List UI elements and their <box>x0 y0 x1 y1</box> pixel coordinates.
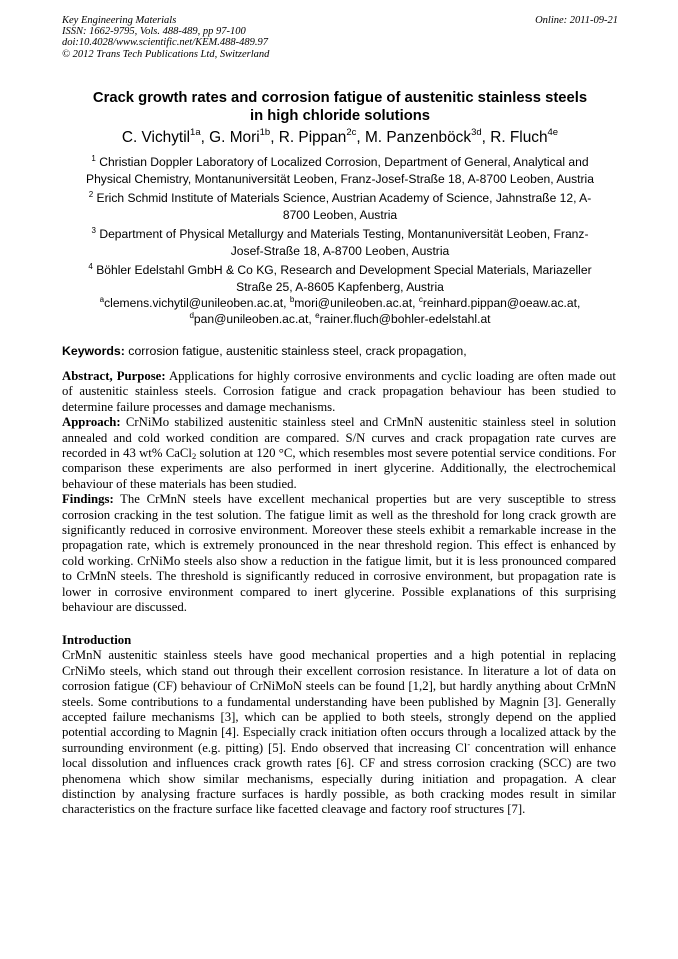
introduction-paragraph <box>62 648 616 817</box>
abstract-purpose <box>62 369 616 415</box>
publication-header <box>62 15 618 60</box>
affiliation-3 <box>62 226 618 259</box>
purpose-text: Applications for highly corrosive environments and cyclic loading are often made out of austenitic stainless steels. Corrosion fatigue and crack propagation behaviour has been studied to determine failure processes and damage mechanisms. <box>62 369 616 414</box>
abstract-findings <box>62 492 616 615</box>
affiliation-number: 1 <box>91 154 96 163</box>
affiliation-4 <box>62 262 618 295</box>
introduction-text: CrMnN austenitic stainless steels have good mechanical properties and a high potential in replacing CrNiMo steels, which stand out through their excellent corrosion resistance. In literature a lot of data on corrosion fatigue (CF) behaviour of CrNiMoN steels can be found [1,2], but hardly anything about CrMnN steels. Some contributions to a fundamental understanding have been published by Magnin [3]. Generally accepted failure mechanisms [3], which can be applied to both steels, strongly depend on the applied potential according to Magnin [4]. Especially crack initiation often occurs through a localized attack by the surrounding environment (e.g. pitting) [5]. Endo observed that increasing Cl <box>62 648 616 755</box>
affiliation-number: 3 <box>91 226 96 235</box>
author-name: R. Pippan <box>278 129 347 146</box>
author-name: M. Panzenböck <box>364 129 472 146</box>
author-affiliation-mark: 4e <box>547 127 559 138</box>
author-affiliation-mark: 3d <box>471 127 482 138</box>
keywords-line <box>62 343 618 359</box>
title-line-2: in high chloride solutions <box>249 108 431 124</box>
affiliation-text: Straße 25, A-8605 Kapfenberg, Austria <box>236 279 444 294</box>
findings-text: The CrMnN steels have excellent mechanical properties but are very susceptible to stress corrosion cracking in the test solution. The fatigue limit as well as the threshold for long crack growth are significantly reduced in corrosive environment. Moreover these steels exhibit a remarkable increase in the propagation rate, which is extremely pronounced in the near threshold region. This effect is enhanced by cold working. CrNiMo steels also show a reduction in the fatigue limit, but it is less pronounced compared to CrMnN steels. The threshold is significantly reduced in corrosive environment, but propagation rate is lower in corrosive environment compared to inert glycerine. Possible explanations of this surprising behaviour are discussed. <box>62 492 616 615</box>
introduction-text: concentration will enhance local dissolution and influences crack growth rates [6]. CF and stress corrosion cracking (SCC) are two phenomena which show similar mechanisms, especially during initiation and propagation. A clear distinction by analysing fracture surfaces is hardly possible, as both cracking modes result in similar characteristics on the fracture surface like facetted cleavage and factory roof structures [7]. <box>62 740 617 817</box>
abstract-approach <box>62 415 616 492</box>
introduction-section <box>62 633 616 818</box>
author-affiliation-mark: 1b <box>259 127 271 138</box>
author-affiliation-mark: 1a <box>190 127 201 138</box>
author-affiliation-mark: 2c <box>346 127 357 138</box>
issn-line: ISSN: 1662-9795, Vols. 488-489, pp 97-100 <box>62 26 246 38</box>
journal-name: Key Engineering Materials <box>62 15 177 26</box>
keywords-text: corrosion fatigue, austenitic stainless steel, crack propagation, <box>128 344 467 358</box>
keywords-label: Keywords: <box>62 344 125 358</box>
introduction-heading: Introduction <box>62 633 132 647</box>
affiliation-text: Böhler Edelstahl GmbH & Co KG, Research and Development Special Materials, Mariazeller <box>96 263 592 277</box>
affiliation-text: Department of Physical Metallurgy and Materials Testing, Montanuniversität Leoben, Franz- <box>99 227 589 241</box>
affiliation-number: 4 <box>88 262 93 271</box>
affiliation-1 <box>62 154 618 187</box>
approach-text: CrNiMo stabilized austenitic stainless steel and CrMnN austenitic stainless steel in solution annealed and cold worked condition are compared. S/N curves and crack propagation rate curves are recorded in 43 wt% CaCl <box>62 415 617 461</box>
findings-label: Findings: <box>62 492 114 507</box>
affiliation-text: Josef-Straße 18, A-8700 Leoben, Austria <box>230 243 450 258</box>
doi-line: doi:10.4028/www.scientific.net/KEM.488-489.97 <box>62 37 268 49</box>
online-date: Online: 2011-09-21 <box>535 15 618 26</box>
affiliation-2 <box>62 190 618 223</box>
email-link[interactable]: rainer.fluch@bohler-edelstahl.at <box>319 312 491 326</box>
email-link[interactable]: pan@unileoben.ac.at, <box>193 312 312 326</box>
affiliation-text: Physical Chemistry, Montanuniversität Leoben, Franz-Josef-Straße 18, A-8700 Leoben, Austria <box>86 171 594 186</box>
superscript: - <box>467 738 471 749</box>
copyright-line: © 2012 Trans Tech Publications Ltd, Switzerland <box>62 48 270 60</box>
email-link[interactable]: mori@unileoben.ac.at, <box>294 296 416 310</box>
affiliation-text: 8700 Leoben, Austria <box>282 207 398 222</box>
author-emails: $^a$clemens.vichytil@unileoben.ac.at, $^b$mori@unileoben.ac.at, $^c$reinhard.pippan@oeaw.ac.at, $^d$pan@unileoben.ac.at, $^e$rainer.fluch@bohler-edelstahl.at <box>99 295 581 326</box>
approach-text: solution at 120 °C, which resembles most severe potential service conditions. For comparison these experiments are also performed in inert glycerine. Additionally, the electrochemical behaviour of these materials has been studied. <box>62 446 617 491</box>
author-name: G. Mori <box>209 129 260 146</box>
affiliation-number: 2 <box>88 190 94 199</box>
author-name: C. Vichytil <box>121 129 191 146</box>
author-list: C. Vichytil$^{1a}$, G. Mori$^{1b}$, R. Pippan$^{2c}$, M. Panzenböck$^{3d}$, R. Fluch$^{4e}$ <box>121 127 559 146</box>
affiliation-text: Christian Doppler Laboratory of Localized Corrosion, Department of General, Analytical and <box>99 155 589 169</box>
author-name: R. Fluch <box>490 129 548 146</box>
affiliation-text: Erich Schmid Institute of Materials Science, Austrian Academy of Science, Jahnstraße 12, A- <box>96 191 592 205</box>
subscript: 2 <box>191 451 197 462</box>
approach-label: Approach: <box>62 415 121 430</box>
email-link[interactable]: clemens.vichytil@unileoben.ac.at, <box>104 296 287 310</box>
abstract-section <box>62 369 616 616</box>
paper-title <box>62 89 618 125</box>
purpose-label: Abstract, Purpose: <box>62 369 166 383</box>
title-line-1: Crack growth rates and corrosion fatigue of austenitic stainless steels <box>92 90 588 106</box>
email-link[interactable]: reinhard.pippan@oeaw.ac.at, <box>422 296 581 310</box>
